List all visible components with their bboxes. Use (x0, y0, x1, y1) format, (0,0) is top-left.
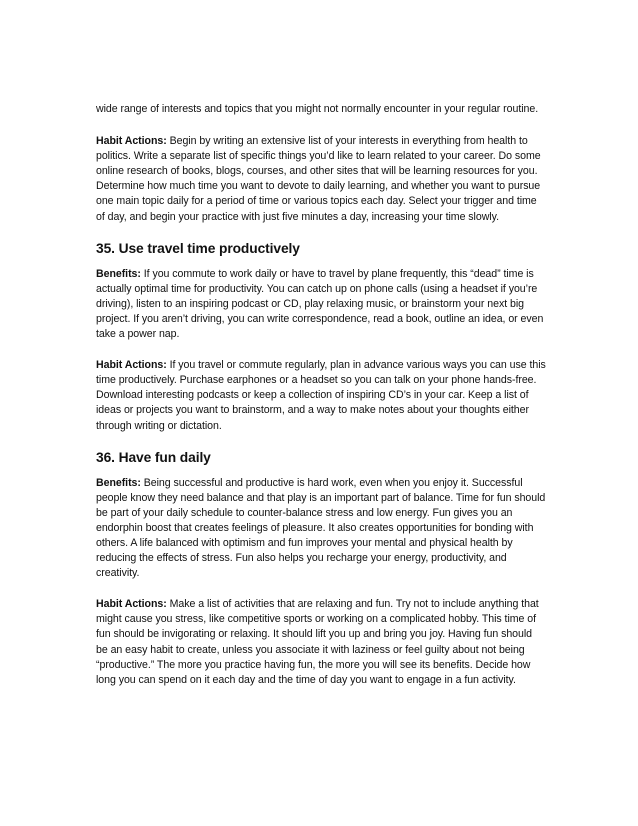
document-page (96, 102, 546, 704)
habit-34-actions-paragraph (96, 134, 546, 225)
habit-35-actions-text: If you travel or commute regularly, plan in advance various ways you can use this time productively. Purchase earphones or a headset so you can talk on your phone hands-free. Download interesting podcasts or keep a collection of inspiring CD’s in your car. Keep a list of ideas or projects you want to brainstorm, and a way to make notes about your thoughts either through writing or dictation. (96, 359, 546, 432)
habit-35-benefits-paragraph (96, 267, 546, 342)
habit-36-actions-paragraph (96, 597, 546, 688)
habit-36-benefits-paragraph (96, 476, 546, 582)
habit-36-benefits-text: Being successful and productive is hard work, even when you enjoy it. Successful people know they need balance and that play is an important part of balance. Time for fun should be part of your daily schedule to counter-balance stress and low energy. Fun gives you an endorphin boost that creates feelings of pleasure. It also creates opportunities for bonding with others. A life balanced with optimism and fun improves your mental and physical health by reducing the effects of stress. Fun also helps you recharge your energy, productivity, and creativity. (96, 476, 546, 580)
habit-35-benefits-text: If you commute to work daily or have to travel by plane frequently, this “dead” time is actually optimal time for productivity. You can catch up on phone calls (using a headset if you’re driving), listen to an inspiring podcast or CD, play relaxing music, or brainstorm your next big project. If you aren’t driving, you can write correspondence, read a book, outline an idea, or even take a power nap. (96, 267, 544, 341)
habit-35-actions-paragraph (96, 358, 546, 433)
habit-36-actions-text: Make a list of activities that are relaxing and fun. Try not to include anything that might cause you stress, like competitive sports or working on a complicated hobby. This time of fun should be invigorating or relaxing. It should lift you up and bring you joy. Having fun should be an easy habit to create, unless you associate it with laziness or feel guilty about not being “productive.” The more you practice having fun, the more you will see its benefits. Decide how long you can spend on it each day and the time of day you want to engage in a fun activity. (96, 598, 539, 686)
habit-34-actions-label: Habit Actions: (96, 135, 167, 148)
habit-35-actions-label: Habit Actions: (96, 359, 167, 372)
section-heading-35: 35. Use travel time productively (96, 240, 300, 256)
intro-continuation-paragraph: wide range of interests and topics that you might not normally encounter in your regular routine. (96, 103, 539, 115)
section-heading-36: 36. Have fun daily (96, 449, 211, 465)
habit-36-actions-label: Habit Actions: (96, 598, 167, 611)
habit-34-actions-text: Begin by writing an extensive list of your interests in everything from health to politics. Write a separate list of specific things you’d like to learn related to your career. Do some online research of books, blogs, courses, and other sites that will be learning resources for you. Determine how much time you want to devote to daily learning, and whether you want to pursue one main topic daily for a period of time or various topics each day. Select your trigger and time of day, and begin your practice with just five minutes a day, increasing your time slowly. (96, 135, 541, 223)
habit-35-benefits-label: Benefits: (96, 267, 141, 280)
habit-36-benefits-label: Benefits: (96, 476, 141, 489)
